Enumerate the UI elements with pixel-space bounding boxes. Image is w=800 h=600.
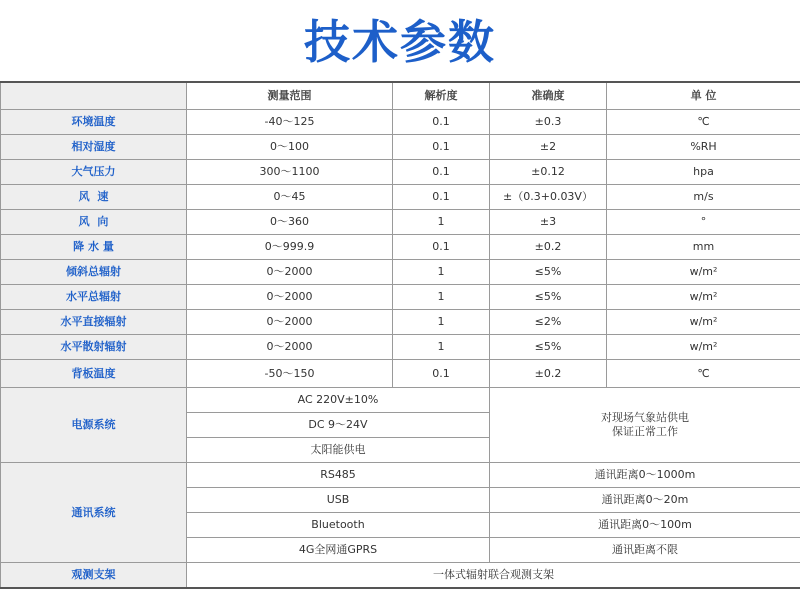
accuracy-cell: ±（0.3+0.03V） [490, 185, 607, 210]
unit-cell: hpa [607, 160, 800, 185]
comm-type: 4G全网通GPRS [187, 538, 490, 563]
bracket-value: 一体式辐射联合观测支架 [187, 563, 800, 589]
power-note-line: 对现场气象站供电 [601, 411, 689, 424]
unit-cell: w/m² [607, 260, 800, 285]
accuracy-cell: ±0.12 [490, 160, 607, 185]
header-accuracy: 准确度 [490, 82, 607, 110]
range-cell: 0～2000 [187, 310, 393, 335]
table-row [1, 110, 800, 135]
param-name: 风 速 [1, 185, 187, 210]
header-corner [1, 82, 187, 110]
table-row [1, 135, 800, 160]
table-row [1, 235, 800, 260]
resolution-cell: 1 [393, 210, 490, 235]
comm-distance: 通讯距离不限 [490, 538, 800, 563]
resolution-cell: 0.1 [393, 360, 490, 388]
table-row [1, 160, 800, 185]
accuracy-cell: ±0.2 [490, 235, 607, 260]
table-row [1, 185, 800, 210]
resolution-cell: 0.1 [393, 110, 490, 135]
spec-table [0, 81, 800, 589]
comm-distance: 通讯距离0～1000m [490, 463, 800, 488]
range-cell: 0～45 [187, 185, 393, 210]
resolution-cell: 1 [393, 335, 490, 360]
power-system-label: 电源系统 [1, 388, 187, 463]
range-cell: 0～2000 [187, 260, 393, 285]
resolution-cell: 1 [393, 285, 490, 310]
param-name: 水平直接辐射 [1, 310, 187, 335]
unit-cell: w/m² [607, 335, 800, 360]
table-row [1, 285, 800, 310]
unit-cell: mm [607, 235, 800, 260]
bracket-row [1, 563, 800, 589]
range-cell: 0～999.9 [187, 235, 393, 260]
resolution-cell: 1 [393, 260, 490, 285]
param-name: 环境温度 [1, 110, 187, 135]
accuracy-cell: ≤5% [490, 285, 607, 310]
table-row [1, 360, 800, 388]
range-cell: 0～100 [187, 135, 393, 160]
table-row [1, 210, 800, 235]
power-option: DC 9～24V [187, 413, 490, 438]
power-option: 太阳能供电 [187, 438, 490, 463]
header-resolution: 解析度 [393, 82, 490, 110]
accuracy-cell: ±0.2 [490, 360, 607, 388]
table-row [1, 310, 800, 335]
header-range: 测量范围 [187, 82, 393, 110]
table-header-row [1, 82, 800, 110]
param-name: 风 向 [1, 210, 187, 235]
param-name: 大气压力 [1, 160, 187, 185]
comm-type: RS485 [187, 463, 490, 488]
power-row [1, 388, 800, 413]
resolution-cell: 0.1 [393, 135, 490, 160]
header-unit: 单 位 [607, 82, 800, 110]
accuracy-cell: ±0.3 [490, 110, 607, 135]
range-cell: 300～1100 [187, 160, 393, 185]
resolution-cell: 0.1 [393, 185, 490, 210]
param-name: 相对湿度 [1, 135, 187, 160]
resolution-cell: 1 [393, 310, 490, 335]
page-title: 技术参数 [304, 15, 496, 69]
accuracy-cell: ±2 [490, 135, 607, 160]
unit-cell: ° [607, 210, 800, 235]
unit-cell: w/m² [607, 310, 800, 335]
param-name: 降 水 量 [1, 235, 187, 260]
unit-cell: w/m² [607, 285, 800, 310]
comm-distance: 通讯距离0～100m [490, 513, 800, 538]
accuracy-cell: ≤5% [490, 260, 607, 285]
param-name: 背板温度 [1, 360, 187, 388]
power-note [490, 388, 800, 463]
table-row [1, 335, 800, 360]
table-row [1, 260, 800, 285]
accuracy-cell: ±3 [490, 210, 607, 235]
param-name: 水平散射辐射 [1, 335, 187, 360]
power-note-line: 保证正常工作 [612, 425, 678, 438]
unit-cell: ℃ [607, 110, 800, 135]
range-cell: 0～2000 [187, 335, 393, 360]
unit-cell: %RH [607, 135, 800, 160]
range-cell: 0～2000 [187, 285, 393, 310]
comm-distance: 通讯距离0～20m [490, 488, 800, 513]
comm-system-label: 通讯系统 [1, 463, 187, 563]
range-cell: 0～360 [187, 210, 393, 235]
resolution-cell: 0.1 [393, 235, 490, 260]
range-cell: -50～150 [187, 360, 393, 388]
comm-type: USB [187, 488, 490, 513]
power-option: AC 220V±10% [187, 388, 490, 413]
resolution-cell: 0.1 [393, 160, 490, 185]
param-name: 水平总辐射 [1, 285, 187, 310]
comm-row [1, 463, 800, 488]
unit-cell: ℃ [607, 360, 800, 388]
accuracy-cell: ≤2% [490, 310, 607, 335]
accuracy-cell: ≤5% [490, 335, 607, 360]
bracket-label: 观测支架 [1, 563, 187, 589]
param-name: 倾斜总辐射 [1, 260, 187, 285]
unit-cell: m/s [607, 185, 800, 210]
comm-type: Bluetooth [187, 513, 490, 538]
range-cell: -40～125 [187, 110, 393, 135]
